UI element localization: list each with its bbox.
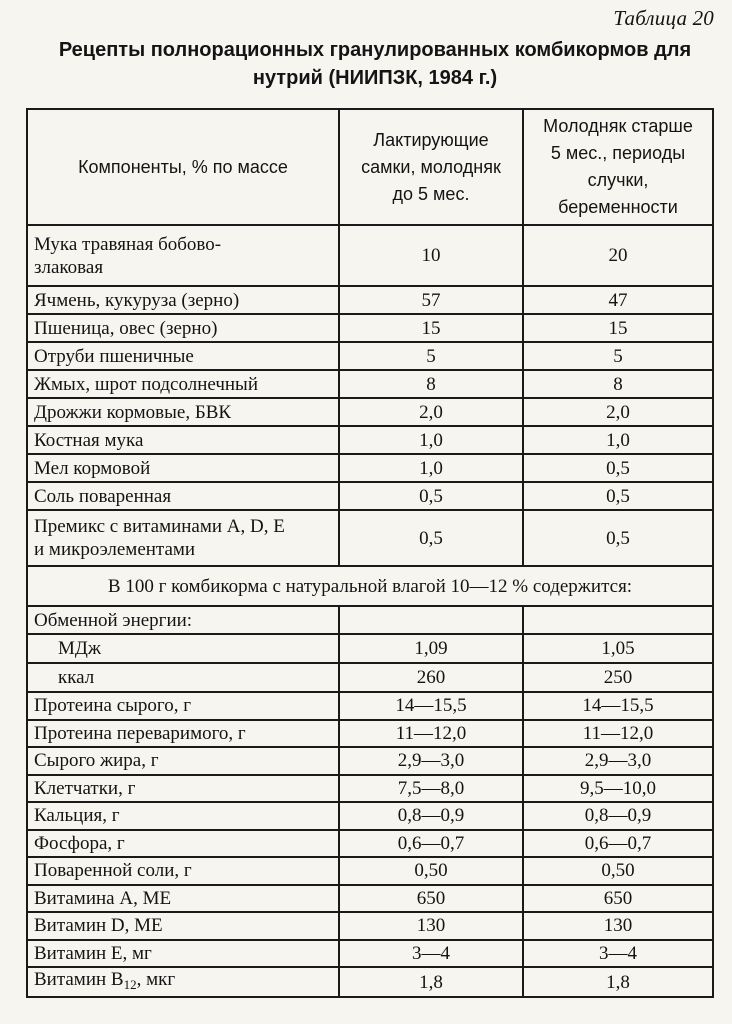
component-name-line: и микроэлементами (34, 539, 196, 560)
component-row (27, 342, 713, 370)
nutrient-row (27, 747, 713, 775)
component-name-line: Мел кормовой (34, 457, 151, 479)
component-row (27, 426, 713, 454)
header-components: Компоненты, % по массе (27, 109, 339, 225)
document-title (30, 36, 720, 92)
component-name (27, 510, 339, 566)
nutrient-row (27, 775, 713, 803)
value-lactating: 1,8 (339, 967, 523, 997)
value-young-older: 0,6—0,7 (523, 830, 713, 858)
value-lactating: 0,8—0,9 (339, 802, 523, 830)
header-young-line: беременности (558, 197, 678, 217)
nutrient-name: Протеина сырого, г (27, 692, 339, 720)
component-name-line: Соль поваренная (34, 485, 172, 507)
component-name-line: Ячмень, кукуруза (зерно) (34, 289, 240, 311)
value-lactating: 15 (339, 314, 523, 342)
value-lactating: 0,5 (339, 510, 523, 566)
energy-kcal-row (27, 663, 713, 692)
nutrient-name: Витамина A, МЕ (27, 885, 339, 913)
value-young-older: 0,50 (523, 857, 713, 885)
nutrient-name (27, 967, 339, 997)
nutrient-name: Обменной энергии: (27, 606, 339, 634)
value-lactating: 130 (339, 912, 523, 940)
value-lactating: 2,9—3,0 (339, 747, 523, 775)
value-lactating (339, 606, 523, 634)
energy-mj-row (27, 634, 713, 663)
nutrient-row (27, 857, 713, 885)
value-lactating: 260 (339, 663, 523, 692)
nutrient-row (27, 830, 713, 858)
value-young-older: 2,0 (523, 398, 713, 426)
value-lactating: 5 (339, 342, 523, 370)
value-young-older: 1,05 (523, 634, 713, 663)
component-name-line: Пшеница, овес (зерно) (34, 317, 218, 339)
nutrient-name: Сырого жира, г (27, 747, 339, 775)
component-name (27, 454, 339, 482)
nutrient-name: Фосфора, г (27, 830, 339, 858)
value-young-older: 0,5 (523, 482, 713, 510)
value-young-older: 0,5 (523, 454, 713, 482)
title-line-2: нутрий (НИИПЗК, 1984 г.) (252, 67, 498, 89)
value-young-older: 1,8 (523, 967, 713, 997)
nutrient-name: ккал (27, 663, 339, 692)
nutrient-name: Протеина переваримого, г (27, 720, 339, 748)
value-young-older: 8 (523, 370, 713, 398)
component-name (27, 314, 339, 342)
component-name (27, 426, 339, 454)
value-young-older: 1,0 (523, 426, 713, 454)
component-name-line: Жмых, шрот подсолнечный (34, 373, 258, 395)
value-young-older: 20 (523, 225, 713, 286)
value-lactating: 11—12,0 (339, 720, 523, 748)
value-lactating: 7,5—8,0 (339, 775, 523, 803)
value-lactating: 8 (339, 370, 523, 398)
nutrient-name: Кальция, г (27, 802, 339, 830)
nutrient-name: Витамин D, МЕ (27, 912, 339, 940)
value-lactating: 1,09 (339, 634, 523, 663)
component-name (27, 342, 339, 370)
value-lactating: 1,0 (339, 426, 523, 454)
component-row (27, 482, 713, 510)
b12-prefix: Витамин B (34, 969, 124, 990)
header-young-line: 5 мес., периоды (550, 143, 686, 163)
header-young-line: случки, (587, 170, 649, 190)
component-row (27, 314, 713, 342)
component-name-line: Дрожжи кормовые, БВК (34, 401, 232, 423)
component-name (27, 286, 339, 314)
component-name (27, 225, 339, 286)
value-lactating: 1,0 (339, 454, 523, 482)
value-young-older: 15 (523, 314, 713, 342)
table-number-label: Таблица 20 (613, 6, 714, 30)
value-young-older: 250 (523, 663, 713, 692)
component-row (27, 454, 713, 482)
header-young-older (523, 109, 713, 225)
value-young-older: 0,8—0,9 (523, 802, 713, 830)
header-lactating-line: Лактирующие (373, 129, 489, 150)
nutrient-row (27, 940, 713, 968)
value-young-older: 9,5—10,0 (523, 775, 713, 803)
feed-recipes-table (26, 108, 714, 998)
component-name-line: Мука травяная бобово- (34, 233, 222, 255)
value-lactating: 10 (339, 225, 523, 286)
value-lactating: 57 (339, 286, 523, 314)
component-row (27, 225, 713, 286)
component-name-line: Костная мука (34, 429, 144, 451)
b12-subscript: 12 (123, 977, 137, 992)
nutrient-name: Поваренной соли, г (27, 857, 339, 885)
component-name-line: злаковая (34, 256, 104, 278)
component-name (27, 370, 339, 398)
component-row (27, 370, 713, 398)
nutrient-row (27, 885, 713, 913)
value-young-older: 2,9—3,0 (523, 747, 713, 775)
title-line-1: Рецепты полнорационных гранулированных комбикормов для (58, 39, 692, 61)
component-name (27, 398, 339, 426)
value-lactating: 0,5 (339, 482, 523, 510)
header-lactating (339, 109, 523, 225)
component-name (27, 482, 339, 510)
value-young-older: 47 (523, 286, 713, 314)
section-heading: В 100 г комбикорма с натуральной влагой 10—12 % содержится: (27, 566, 713, 606)
component-row (27, 398, 713, 426)
nutrient-row (27, 912, 713, 940)
header-row (27, 109, 713, 225)
b12-suffix: , мкг (136, 969, 176, 990)
value-young-older: 11—12,0 (523, 720, 713, 748)
component-row (27, 510, 713, 566)
nutrient-row (27, 692, 713, 720)
value-young-older: 14—15,5 (523, 692, 713, 720)
value-young-older (523, 606, 713, 634)
nutrient-name: МДж (27, 634, 339, 663)
value-young-older: 5 (523, 342, 713, 370)
value-lactating: 2,0 (339, 398, 523, 426)
nutrient-name: Витамин E, мг (27, 940, 339, 968)
nutrient-name: Клетчатки, г (27, 775, 339, 803)
header-lactating-line: самки, молодняк (361, 156, 501, 177)
value-lactating: 0,50 (339, 857, 523, 885)
value-young-older: 0,5 (523, 510, 713, 566)
header-young-line: Молодняк старше (543, 116, 693, 136)
value-lactating: 0,6—0,7 (339, 830, 523, 858)
component-name-line: Премикс с витаминами A, D, E (34, 516, 285, 537)
energy-label-row (27, 606, 713, 634)
nutrient-row (27, 720, 713, 748)
component-row (27, 286, 713, 314)
value-young-older: 650 (523, 885, 713, 913)
vitamin-b12-row (27, 967, 713, 997)
section-heading-row (27, 566, 713, 606)
value-young-older: 3—4 (523, 940, 713, 968)
value-young-older: 130 (523, 912, 713, 940)
value-lactating: 650 (339, 885, 523, 913)
component-name-line: Отруби пшеничные (34, 345, 194, 367)
value-lactating: 14—15,5 (339, 692, 523, 720)
nutrient-row (27, 802, 713, 830)
header-lactating-line: до 5 мес. (392, 183, 470, 204)
value-lactating: 3—4 (339, 940, 523, 968)
